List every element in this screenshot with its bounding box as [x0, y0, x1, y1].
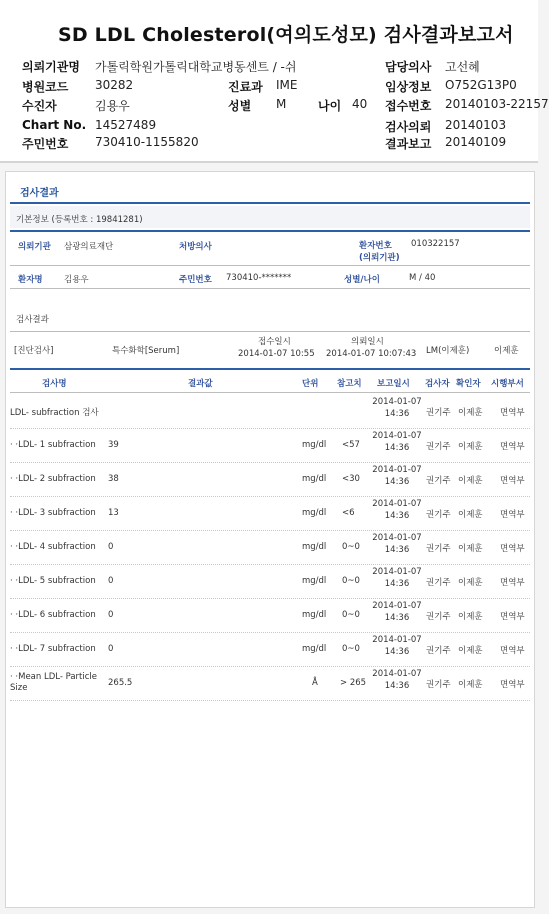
unit: mg/dl	[302, 508, 327, 518]
confirmer: 이제훈	[458, 408, 483, 418]
institution-label: 의뢰기관명	[22, 60, 80, 74]
table-row	[10, 530, 530, 565]
results-label: 검사결과	[16, 315, 49, 325]
patient-name-label: 환자명	[18, 275, 43, 285]
report-date: 2014-01-07	[372, 567, 422, 577]
report-time: 14:36	[384, 579, 410, 589]
page-title: SD LDL Cholesterol(여의도성모) 검사결과보고서	[58, 24, 514, 46]
unit: mg/dl	[302, 440, 327, 450]
divider	[10, 265, 530, 266]
result-value: 0	[108, 542, 114, 552]
prescriber-label: 처방의사	[179, 242, 212, 252]
section-title: 검사결과	[20, 188, 59, 199]
report-rrn-label: 주민번호	[179, 275, 212, 285]
column-ref: 참고치	[337, 379, 362, 389]
ref-range: 0~0	[342, 542, 360, 552]
tester: 권기주	[426, 442, 451, 452]
result-value: 265.5	[108, 678, 133, 688]
column-result: 결과값	[188, 379, 213, 389]
dept: 면역부	[500, 442, 525, 452]
dept: 면역부	[500, 680, 525, 690]
test-name: · ·LDL- 5 subfraction	[10, 576, 96, 586]
patient-name-value: 김용우	[64, 275, 89, 285]
ref-range: <30	[342, 474, 360, 484]
age-label: 나이	[318, 99, 342, 113]
dept: 면역부	[500, 612, 525, 622]
divider	[10, 288, 530, 289]
tester: 권기주	[426, 612, 451, 622]
examinee-label: 수진자	[22, 99, 57, 113]
clinical-value: O752G13P0	[445, 78, 517, 92]
result-value: 0	[108, 610, 114, 620]
ref-range: 0~0	[342, 610, 360, 620]
confirmer: 이제훈	[458, 612, 483, 622]
test-name: · ·LDL- 6 subfraction	[10, 610, 96, 620]
report-header	[0, 0, 549, 163]
tester: 권기주	[426, 510, 451, 520]
specimen: 특수화학[Serum]	[112, 346, 180, 356]
receipt-datetime: 2014-01-07 10:55	[238, 349, 315, 359]
ref-range: 0~0	[342, 644, 360, 654]
tester: 권기주	[426, 578, 451, 588]
table-row	[10, 666, 530, 701]
dept-label: 진료과	[228, 80, 263, 94]
basic-info: 기본정보 (등록번호 : 19841281)	[16, 215, 143, 225]
dept: 면역부	[500, 578, 525, 588]
divider	[10, 202, 530, 204]
report-time: 14:36	[384, 681, 410, 691]
report-time: 14:36	[384, 409, 410, 419]
report-time: 14:36	[384, 477, 410, 487]
column-tester: 검사자	[425, 379, 450, 389]
report-time: 14:36	[384, 545, 410, 555]
confirmer: 이제훈	[458, 442, 483, 452]
doctor-value: 고선혜	[445, 60, 480, 74]
divider	[10, 331, 530, 332]
column-report-date: 보고일시	[377, 379, 410, 389]
report-time: 14:36	[384, 647, 410, 657]
patient-no-sub: (의뢰기관)	[359, 253, 400, 263]
patient-no-label: 환자번호	[359, 241, 392, 251]
table-row	[10, 632, 530, 667]
report-date: 2014-01-07	[372, 533, 422, 543]
ordering-institution-label: 의뢰기관	[18, 242, 51, 252]
ref-range: <6	[342, 508, 355, 518]
report-date: 2014-01-07	[372, 601, 422, 611]
lm: LM(이제훈)	[426, 346, 470, 356]
column-unit: 단위	[302, 379, 319, 389]
result-report	[5, 171, 535, 908]
confirmer: 이제훈	[458, 680, 483, 690]
unit: mg/dl	[302, 474, 327, 484]
report-date: 2014-01-07	[372, 397, 422, 407]
sex-age-value: M / 40	[409, 273, 436, 283]
chart-no-label: Chart No.	[22, 118, 87, 132]
hospital-code-label: 병원코드	[22, 80, 69, 94]
rrn-value: 730410-1155820	[95, 135, 199, 149]
confirmer: 이제훈	[458, 646, 483, 656]
result-report-label: 결과보고	[385, 137, 432, 151]
divider	[10, 392, 530, 393]
dept-value: IME	[276, 78, 298, 92]
table-row	[10, 564, 530, 599]
dept: 면역부	[500, 544, 525, 554]
test-name: LDL- subfraction 검사	[10, 408, 99, 418]
result-value: 39	[108, 440, 119, 450]
sex-age-label: 성별/나이	[344, 275, 380, 285]
confirmer: 이제훈	[458, 510, 483, 520]
result-report-value: 20140109	[445, 135, 507, 149]
report-date: 2014-01-07	[372, 635, 422, 645]
request-datetime-label: 의뢰일시	[351, 337, 384, 347]
tester: 권기주	[426, 646, 451, 656]
unit: mg/dl	[302, 644, 327, 654]
confirmer: 이제훈	[458, 476, 483, 486]
divider	[10, 368, 530, 370]
clinical-label: 임상정보	[385, 80, 432, 94]
report-rrn-value: 730410-*******	[226, 273, 292, 283]
confirmer: 이제훈	[458, 578, 483, 588]
tester: 권기주	[426, 544, 451, 554]
sex-label: 성별	[228, 99, 252, 113]
examinee-value: 김용우	[95, 99, 130, 113]
reviewer: 이제훈	[494, 346, 519, 356]
receipt-value: 20140103-22157	[445, 97, 549, 111]
report-date: 2014-01-07	[372, 669, 422, 679]
ref-range: 0~0	[342, 576, 360, 586]
ref-range: <57	[342, 440, 360, 450]
request-value: 20140103	[445, 118, 507, 132]
test-name-cont: Size	[10, 683, 28, 693]
doctor-label: 담당의사	[385, 60, 432, 74]
dept: 면역부	[500, 408, 525, 418]
confirmer: 이제훈	[458, 544, 483, 554]
patient-no-value: 010322157	[411, 239, 460, 249]
hospital-code-value: 30282	[95, 78, 134, 92]
column-test: 검사명	[42, 379, 67, 389]
category: [진단검사]	[14, 346, 54, 356]
column-confirmer: 확인자	[456, 379, 481, 389]
report-time: 14:36	[384, 443, 410, 453]
report-date: 2014-01-07	[372, 465, 422, 475]
result-value: 38	[108, 474, 119, 484]
chart-no-value: 14527489	[95, 118, 157, 132]
report-date: 2014-01-07	[372, 431, 422, 441]
report-date: 2014-01-07	[372, 499, 422, 509]
rrn-label: 주민번호	[22, 137, 69, 151]
tester: 권기주	[426, 408, 451, 418]
test-name: · ·LDL- 1 subfraction	[10, 440, 96, 450]
unit: Å	[312, 678, 318, 688]
request-label: 검사의뢰	[385, 120, 432, 134]
result-value: 0	[108, 576, 114, 586]
report-time: 14:36	[384, 511, 410, 521]
ordering-institution-value: 삼광의료재단	[64, 242, 114, 252]
table-row	[10, 394, 530, 429]
receipt-datetime-label: 접수일시	[258, 337, 291, 347]
unit: mg/dl	[302, 576, 327, 586]
table-row	[10, 598, 530, 633]
test-name: · ·LDL- 3 subfraction	[10, 508, 96, 518]
column-dept: 시행부서	[491, 379, 524, 389]
table-row	[10, 462, 530, 497]
sex-value: M	[276, 97, 287, 111]
age-value: 40	[352, 97, 368, 111]
dept: 면역부	[500, 510, 525, 520]
report-time: 14:36	[384, 613, 410, 623]
receipt-label: 접수번호	[385, 99, 432, 113]
tester: 권기주	[426, 680, 451, 690]
test-name: · ·LDL- 2 subfraction	[10, 474, 96, 484]
table-row	[10, 496, 530, 531]
tester: 권기주	[426, 476, 451, 486]
institution-value: 가톨릭학원가톨릭대학교병동센트 / -쉬	[95, 60, 297, 74]
ref-range: > 265	[340, 678, 367, 688]
test-name: · ·LDL- 7 subfraction	[10, 644, 96, 654]
unit: mg/dl	[302, 542, 327, 552]
dept: 면역부	[500, 476, 525, 486]
test-name: · ·LDL- 4 subfraction	[10, 542, 96, 552]
result-value: 0	[108, 644, 114, 654]
divider	[10, 230, 530, 232]
result-value: 13	[108, 508, 119, 518]
test-name: · ·Mean LDL- Particle	[10, 672, 98, 682]
request-datetime: 2014-01-07 10:07:43	[326, 349, 417, 359]
dept: 면역부	[500, 646, 525, 656]
table-row	[10, 428, 530, 463]
unit: mg/dl	[302, 610, 327, 620]
